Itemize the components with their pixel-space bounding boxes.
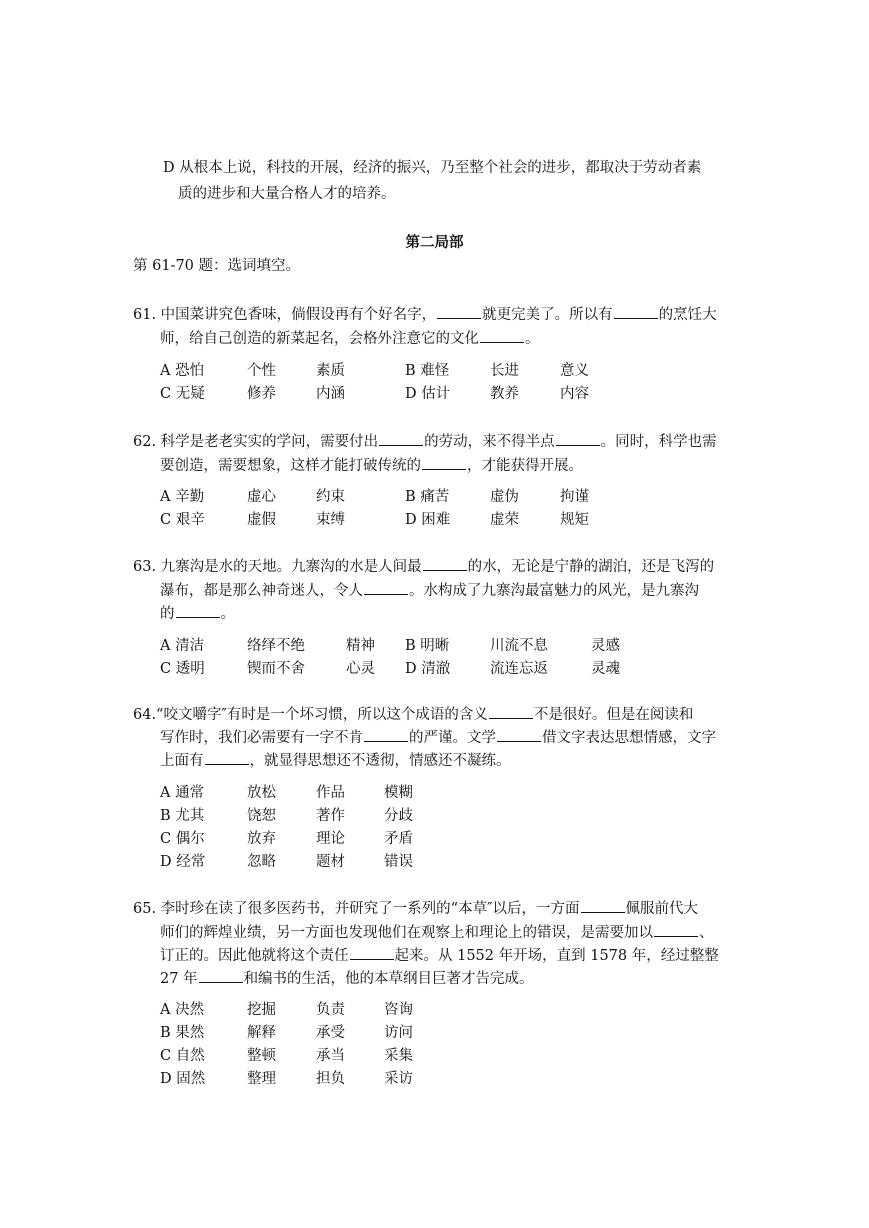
q63-line3	[160, 603, 235, 624]
option-word: 错误	[384, 854, 413, 870]
option-label: B 尤其	[160, 808, 205, 824]
option-word: 内容	[560, 386, 589, 402]
option-word: 个性	[247, 363, 276, 379]
option-label: B 果然	[160, 1025, 205, 1041]
option-label: A 辛勤	[160, 489, 205, 505]
option-word: 承受	[316, 1025, 345, 1041]
q63-text-2a: 瀑布，都是那么神奇迷人，令人	[160, 583, 363, 599]
q61-text-1b: 就更完美了。所以有	[482, 307, 613, 323]
option-word: 负责	[316, 1002, 345, 1018]
q64-text-1b: 不是很好。但是在阅读和	[533, 707, 694, 723]
option-word: 拘谨	[560, 489, 589, 505]
option-label: C 自然	[160, 1048, 205, 1064]
q61-blank-1	[437, 304, 481, 319]
option-label: C 无疑	[160, 386, 205, 402]
q63-blank-1	[423, 556, 467, 571]
option-word: 整理	[247, 1071, 276, 1087]
q62-line1	[133, 431, 717, 452]
q64-blank-3	[497, 727, 541, 742]
option-word: 模糊	[384, 785, 413, 801]
q62-blank-3	[422, 455, 466, 470]
q64-text-2a: 写作时，我们必需要有一字不肯	[160, 730, 363, 746]
option-word: 教养	[490, 386, 519, 402]
q61-line1	[133, 304, 717, 325]
q65-text-1a: 65. 李时珍在读了很多医药书，并研究了一系列的“本草″以后，一方面	[133, 901, 580, 917]
option-word: 题材	[316, 854, 345, 870]
option-label: C 透明	[160, 661, 205, 677]
option-label: D 经常	[160, 854, 206, 870]
q64-text-2b: 的严谨。文学	[409, 730, 496, 746]
q65-blank-2	[654, 922, 698, 937]
option-word: 内涵	[316, 386, 345, 402]
option-word: 承当	[316, 1048, 345, 1064]
option-word: 担负	[316, 1071, 345, 1087]
option-word: 约束	[316, 489, 345, 505]
q63-line2	[160, 580, 699, 601]
option-word: 络绎不绝	[247, 638, 305, 654]
q62-text-2a: 要创造，需要想象，这样才能打破传统的	[160, 458, 421, 474]
q61-text-1a: 61. 中国菜讲究色香味，倘假设再有个好名字，	[133, 307, 437, 323]
q63-text-2b: 。水构成了九寨沟最富魅力的风光，是九寨沟	[409, 583, 699, 599]
option-label: D 清澈	[405, 661, 451, 677]
q64-text-1a: 64.“咬文嚼字″有时是一个坏习惯，所以这个成语的含义	[133, 707, 488, 723]
q63-text-1a: 63. 九寨沟是水的天地。九寨沟的水是人间最	[133, 559, 422, 575]
option-label: A 通常	[160, 785, 205, 801]
option-label: B 难怪	[405, 363, 450, 379]
option-word: 修养	[247, 386, 276, 402]
option-word: 作品	[316, 785, 345, 801]
q61-blank-3	[480, 328, 524, 343]
option-word: 意义	[560, 363, 589, 379]
option-word: 川流不息	[490, 638, 548, 654]
option-word: 束缚	[316, 512, 345, 528]
q65-line4	[160, 968, 534, 989]
q63-blank-3	[176, 603, 220, 618]
q62-text-1c: 。同时，科学也需	[600, 434, 717, 450]
q61-line2	[160, 328, 540, 349]
option-word: 虚假	[247, 512, 276, 528]
option-word: 忽略	[247, 854, 276, 870]
q62-text-2b: ，才能获得开展。	[467, 458, 583, 474]
q64-line3	[160, 750, 511, 771]
q63-text-3b: 。	[220, 606, 235, 622]
prev-option-d-line2: 质的进步和大量合格人才的培养。	[178, 186, 396, 202]
option-word: 矛盾	[384, 831, 413, 847]
q62-text-1b: 的劳动，来不得半点	[424, 434, 555, 450]
option-word: 锲而不舍	[247, 661, 305, 677]
q61-text-1c: 的烹饪大	[658, 307, 717, 323]
option-word: 分歧	[384, 808, 413, 824]
option-label: D 固然	[160, 1071, 206, 1087]
q65-text-2b: 、	[699, 925, 714, 941]
q65-text-3b: 起来。从 1552 年开场，直到 1578 年，经过整整	[394, 948, 719, 964]
q63-text-1b: 的水，无论是宁静的湖泊，还是飞泻的	[467, 559, 715, 575]
option-word: 整顿	[247, 1048, 276, 1064]
q64-text-3b: ，就显得思想还不透彻，情感还不凝练。	[249, 753, 511, 769]
option-label: B 明晰	[405, 638, 450, 654]
q64-blank-1	[489, 704, 533, 719]
option-word: 灵魂	[591, 661, 620, 677]
q62-blank-1	[379, 431, 423, 446]
option-word: 采访	[384, 1071, 413, 1087]
option-word: 解释	[247, 1025, 276, 1041]
option-word: 访问	[384, 1025, 413, 1041]
option-word: 心灵	[346, 661, 375, 677]
option-label: D 估计	[405, 386, 451, 402]
option-word: 咨询	[384, 1002, 413, 1018]
option-word: 虚荣	[490, 512, 519, 528]
option-word: 灵感	[591, 638, 620, 654]
option-label: D 困难	[405, 512, 451, 528]
q65-line2	[160, 922, 714, 943]
option-word: 挖掘	[247, 1002, 276, 1018]
option-word: 流连忘返	[490, 661, 548, 677]
option-label: A 决然	[160, 1002, 205, 1018]
q64-blank-2	[364, 727, 408, 742]
q61-text-2a: 师，给自己创造的新菜起名，会格外注意它的文化	[160, 331, 479, 347]
q64-text-2c: 借文字表达思想情感，文字	[542, 730, 716, 746]
q61-blank-2	[614, 304, 658, 319]
option-word: 采集	[384, 1048, 413, 1064]
option-word: 放弃	[247, 831, 276, 847]
option-word: 长进	[490, 363, 519, 379]
section-instruction: 第 61-70 题：选词填空。	[133, 258, 301, 274]
q62-blank-2	[556, 431, 600, 446]
q63-blank-2	[364, 580, 408, 595]
option-label: A 清洁	[160, 638, 205, 654]
option-label: C 艰辛	[160, 512, 205, 528]
q62-line2	[160, 455, 583, 476]
q65-text-3a: 订正的。因此他就将这个责任	[160, 948, 349, 964]
option-label: A 恐怕	[160, 363, 205, 379]
q64-blank-4	[205, 750, 249, 765]
option-word: 放松	[247, 785, 276, 801]
q64-text-3a: 上面有	[160, 753, 204, 769]
q65-line3	[160, 945, 719, 966]
q65-text-2a: 师们的辉煌业绩，另一方面也发现他们在观察上和理论上的错误，是需要加以	[160, 925, 653, 941]
option-label: C 偶尔	[160, 831, 205, 847]
option-word: 著作	[316, 808, 345, 824]
q65-text-4b: 和编书的生活，他的本草纲目巨著才告完成。	[243, 971, 534, 987]
q63-line1	[133, 556, 714, 577]
option-word: 饶恕	[247, 808, 276, 824]
option-word: 精神	[346, 638, 375, 654]
q64-line2	[160, 727, 716, 748]
q63-text-3a: 的	[160, 606, 175, 622]
q65-blank-3	[350, 945, 394, 960]
q62-text-1a: 62. 科学是老老实实的学问，需要付出	[133, 434, 379, 450]
q65-text-4a: 27 年	[160, 971, 198, 987]
q65-line1	[133, 898, 698, 919]
option-word: 虚伪	[490, 489, 519, 505]
q65-blank-4	[199, 968, 243, 983]
prev-option-d-line1: D 从根本上说，科技的开展，经济的振兴，乃至整个社会的进步，都取决于劳动者素	[163, 160, 702, 176]
section-title: 第二局部	[405, 234, 464, 251]
option-label: B 痛苦	[405, 489, 450, 505]
option-word: 规矩	[560, 512, 589, 528]
q64-line1	[133, 704, 693, 725]
q65-text-1b: 佩服前代大	[625, 901, 698, 917]
q61-text-2b: 。	[525, 331, 540, 347]
option-word: 虚心	[247, 489, 276, 505]
q65-blank-1	[581, 898, 625, 913]
option-word: 素质	[316, 363, 345, 379]
option-word: 理论	[316, 831, 345, 847]
